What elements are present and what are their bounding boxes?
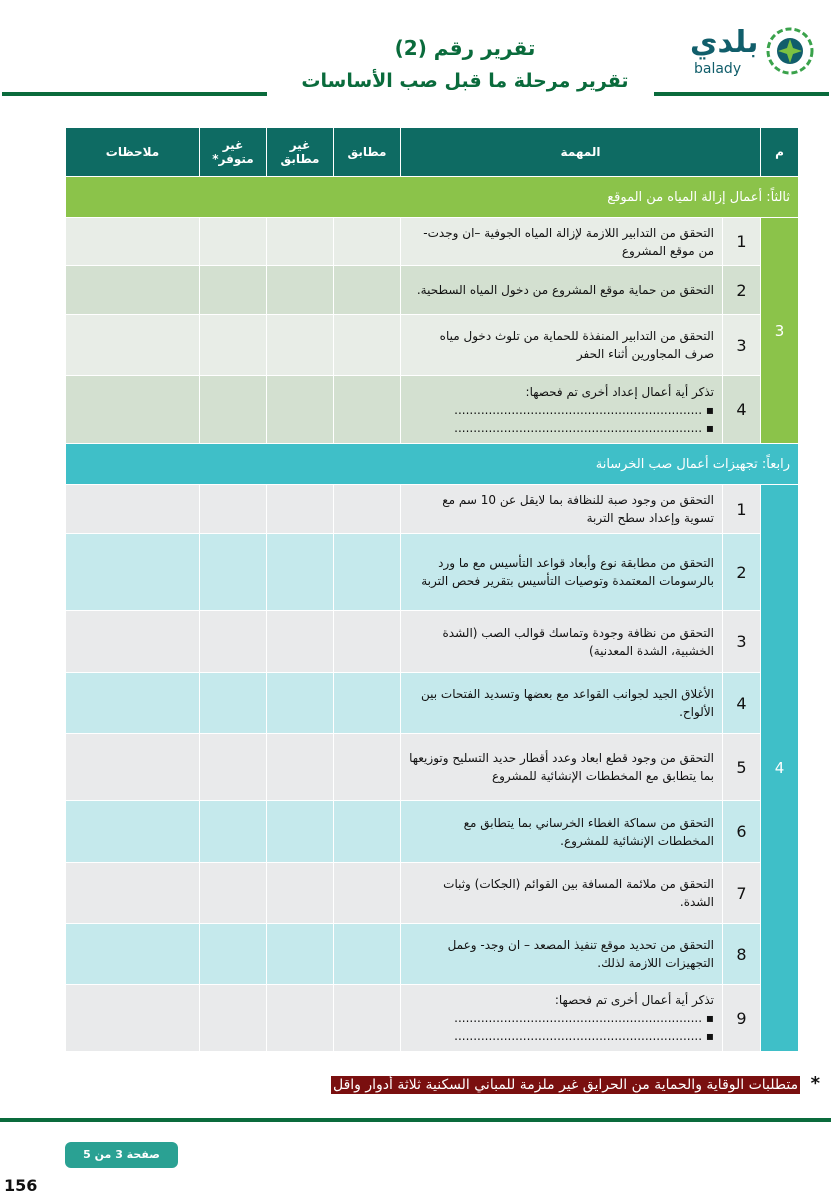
unavailable-cell[interactable] bbox=[200, 863, 267, 924]
section-title: ثالثاً: أعمال إزالة المياه من الموقع bbox=[66, 177, 799, 218]
table-row bbox=[66, 985, 799, 1052]
footer-divider bbox=[0, 1118, 831, 1122]
other-bullet-line[interactable]: ▪ ................................................................. bbox=[454, 420, 715, 435]
footnote-text: متطلبات الوقاية والحماية من الحرايق غير ملزمة للمباني السكنية ثلاثة أدوار واقل bbox=[333, 1077, 799, 1093]
other-bullet-line[interactable]: ▪ ................................................................. bbox=[454, 1011, 715, 1025]
noncompliant-cell[interactable] bbox=[267, 863, 334, 924]
report-subtitle: تقرير مرحلة ما قبل صب الأساسات bbox=[301, 70, 629, 92]
other-bullet-line[interactable]: ▪ ................................................................. bbox=[454, 402, 715, 417]
compliant-cell[interactable] bbox=[334, 218, 401, 266]
row-number: 1 bbox=[723, 485, 761, 534]
table-row bbox=[66, 376, 799, 444]
row-number: 9 bbox=[723, 985, 761, 1052]
row-task: التحقق من حماية موقع المشروع من دخول المياه السطحية. bbox=[401, 266, 723, 315]
noncompliant-cell[interactable] bbox=[267, 218, 334, 266]
col-noncompliant-header: غير مطابق bbox=[267, 128, 334, 177]
notes-cell[interactable] bbox=[66, 673, 200, 734]
table-row bbox=[66, 673, 799, 734]
unavailable-cell[interactable] bbox=[200, 734, 267, 801]
compliant-cell[interactable] bbox=[334, 924, 401, 985]
noncompliant-cell[interactable] bbox=[267, 673, 334, 734]
row-task-other bbox=[401, 985, 723, 1052]
noncompliant-cell[interactable] bbox=[267, 924, 334, 985]
table-row bbox=[66, 924, 799, 985]
logo-arabic-text: بلدي bbox=[690, 25, 759, 60]
page-header bbox=[0, 0, 831, 100]
noncompliant-cell[interactable] bbox=[267, 315, 334, 376]
compliant-cell[interactable] bbox=[334, 266, 401, 315]
row-number: 2 bbox=[723, 534, 761, 611]
compliant-cell[interactable] bbox=[334, 611, 401, 673]
table-row bbox=[66, 611, 799, 673]
row-number: 8 bbox=[723, 924, 761, 985]
table-row bbox=[66, 534, 799, 611]
notes-cell[interactable] bbox=[66, 734, 200, 801]
row-task: التحقق من مطابقة نوع وأبعاد قواعد التأسيس مع ما ورد بالرسومات المعتمدة وتوصيات التأسيس بتقرير فحص التربة bbox=[401, 534, 723, 611]
unavailable-cell[interactable] bbox=[200, 376, 267, 444]
other-prompt: تذكر أية أعمال إعداد أخرى تم فحصها: bbox=[525, 384, 715, 399]
notes-cell[interactable] bbox=[66, 485, 200, 534]
unavailable-cell[interactable] bbox=[200, 315, 267, 376]
unavailable-cell[interactable] bbox=[200, 534, 267, 611]
notes-cell[interactable] bbox=[66, 863, 200, 924]
logo-english-text: balady bbox=[694, 61, 742, 77]
noncompliant-cell[interactable] bbox=[267, 985, 334, 1052]
row-task-other bbox=[401, 376, 723, 444]
report-title: تقرير رقم (2) bbox=[394, 36, 536, 60]
table-row bbox=[66, 734, 799, 801]
notes-cell[interactable] bbox=[66, 611, 200, 673]
compliant-cell[interactable] bbox=[334, 734, 401, 801]
row-task: التحقق من نظافة وجودة وتماسك قوالب الصب (الشدة الخشبية، الشدة المعدنية) bbox=[401, 611, 723, 673]
compliant-cell[interactable] bbox=[334, 315, 401, 376]
notes-cell[interactable] bbox=[66, 801, 200, 863]
row-task: التحقق من وجود قطع ابعاد وعدد أقطار حديد التسليح وتوزيعها بما يتطابق مع المخططات الإنشائية للمشروع bbox=[401, 734, 723, 801]
section-number: 3 bbox=[761, 218, 799, 444]
unavailable-cell[interactable] bbox=[200, 673, 267, 734]
row-task: التحقق من وجود صبة للنظافة بما لايقل عن 10 سم مع تسوية وإعداد سطح التربة bbox=[401, 485, 723, 534]
palm-icon bbox=[764, 25, 816, 77]
page-indicator: صفحة 3 من 5 bbox=[65, 1142, 178, 1168]
notes-cell[interactable] bbox=[66, 534, 200, 611]
col-compliant-header: مطابق bbox=[334, 128, 401, 177]
section-header-row bbox=[66, 177, 799, 218]
table-header-row bbox=[66, 128, 799, 177]
section-number: 4 bbox=[761, 485, 799, 1052]
table-row bbox=[66, 218, 799, 266]
compliant-cell[interactable] bbox=[334, 801, 401, 863]
noncompliant-cell[interactable] bbox=[267, 801, 334, 863]
col-index-header: م bbox=[761, 128, 799, 177]
unavailable-cell[interactable] bbox=[200, 611, 267, 673]
notes-cell[interactable] bbox=[66, 376, 200, 444]
header-divider-right bbox=[654, 92, 829, 96]
footnote-star: * bbox=[810, 1073, 820, 1094]
header-divider-left bbox=[2, 92, 267, 96]
col-task-header: المهمة bbox=[401, 128, 761, 177]
notes-cell[interactable] bbox=[66, 315, 200, 376]
row-task: التحقق من سماكة الغطاء الخرساني بما يتطابق مع المخططات الإنشائية للمشروع. bbox=[401, 801, 723, 863]
row-task: التحقق من تحديد موقع تنفيذ المصعد – ان وجد- وعمل التجهيزات اللازمة لذلك. bbox=[401, 924, 723, 985]
row-task: التحقق من التدابير المنفذة للحماية من تلوث دخول مياه صرف المجاورين أثناء الحفر bbox=[401, 315, 723, 376]
noncompliant-cell[interactable] bbox=[267, 266, 334, 315]
compliant-cell[interactable] bbox=[334, 673, 401, 734]
compliant-cell[interactable] bbox=[334, 485, 401, 534]
row-number: 1 bbox=[723, 218, 761, 266]
compliant-cell[interactable] bbox=[334, 985, 401, 1052]
row-number: 2 bbox=[723, 266, 761, 315]
other-bullet-line[interactable]: ▪ ................................................................. bbox=[454, 1029, 715, 1043]
row-number: 3 bbox=[723, 315, 761, 376]
row-task: التحقق من التدابير اللازمة لإزالة المياه الجوفية –ان وجدت- من موقع المشروع bbox=[401, 218, 723, 266]
unavailable-cell[interactable] bbox=[200, 924, 267, 985]
table-row bbox=[66, 266, 799, 315]
noncompliant-cell[interactable] bbox=[267, 611, 334, 673]
compliant-cell[interactable] bbox=[334, 376, 401, 444]
row-number: 4 bbox=[723, 376, 761, 444]
noncompliant-cell[interactable] bbox=[267, 376, 334, 444]
compliant-cell[interactable] bbox=[334, 863, 401, 924]
table-row bbox=[66, 485, 799, 534]
unavailable-cell[interactable] bbox=[200, 266, 267, 315]
unavailable-cell[interactable] bbox=[200, 801, 267, 863]
row-number: 3 bbox=[723, 611, 761, 673]
row-number: 5 bbox=[723, 734, 761, 801]
col-unavailable-header: غير متوفر* bbox=[200, 128, 267, 177]
row-number: 4 bbox=[723, 673, 761, 734]
footnote bbox=[300, 1073, 820, 1094]
unavailable-cell[interactable] bbox=[200, 985, 267, 1052]
table-row bbox=[66, 315, 799, 376]
checklist-table bbox=[65, 127, 799, 1052]
table-row bbox=[66, 863, 799, 924]
row-number: 6 bbox=[723, 801, 761, 863]
other-prompt: تذكر أية أعمال أخرى تم فحصها: bbox=[554, 993, 715, 1007]
row-number: 7 bbox=[723, 863, 761, 924]
notes-cell[interactable] bbox=[66, 924, 200, 985]
row-task: الأغلاق الجيد لجوانب القواعد مع بعضها وتسديد الفتحات بين الألواح. bbox=[401, 673, 723, 734]
table-row bbox=[66, 801, 799, 863]
noncompliant-cell[interactable] bbox=[267, 485, 334, 534]
noncompliant-cell[interactable] bbox=[267, 734, 334, 801]
row-task: التحقق من ملائمة المسافة بين القوائم (الجكات) وثبات الشدة. bbox=[401, 863, 723, 924]
unavailable-cell[interactable] bbox=[200, 485, 267, 534]
compliant-cell[interactable] bbox=[334, 534, 401, 611]
col-notes-header: ملاحظات bbox=[66, 128, 200, 177]
notes-cell[interactable] bbox=[66, 985, 200, 1052]
section-header-row bbox=[66, 444, 799, 485]
unavailable-cell[interactable] bbox=[200, 218, 267, 266]
notes-cell[interactable] bbox=[66, 218, 200, 266]
balady-logo bbox=[690, 25, 820, 85]
section-title: رابعاً: تجهيزات أعمال صب الخرسانة bbox=[66, 444, 799, 485]
noncompliant-cell[interactable] bbox=[267, 534, 334, 611]
page-number: 156 bbox=[4, 1176, 38, 1195]
notes-cell[interactable] bbox=[66, 266, 200, 315]
